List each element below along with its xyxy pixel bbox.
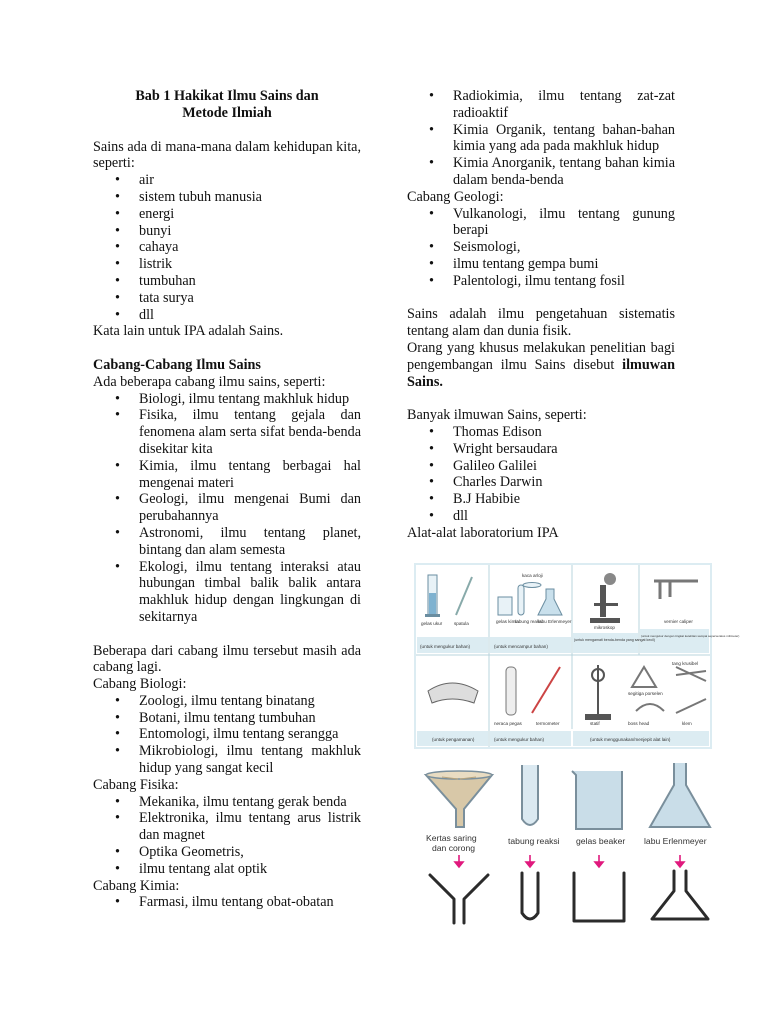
lab-label-7e: tang krusibel: [672, 661, 699, 666]
sub-intro: Beberapa dari cabang ilmu tersebut masih ada cabang lagi.: [93, 642, 361, 676]
list-item: • Vulkanologi, ilmu tentang gunung berapi: [407, 206, 675, 240]
lab-label-3: mikroskop: [594, 625, 615, 630]
lab-label-1b: spatula: [454, 621, 469, 626]
physics-list: [93, 794, 361, 878]
arrow-icons: [455, 855, 684, 867]
biology-list: [93, 693, 361, 777]
chemistry-list: [93, 894, 361, 911]
list-item: • Wright bersaudara: [407, 441, 675, 458]
list-item: • Fisika, ilmu tentang gejala dan fenomena alam serta sifat benda-benda disekitar kita: [93, 407, 361, 457]
lab-label-2b: tabung reaksi: [515, 619, 543, 624]
chemistry-list-cont: [407, 88, 675, 189]
lab-label-7c: segitiga porselen: [628, 691, 663, 696]
page-title: Bab 1 Hakikat Ilmu Sains dan Metode Ilmiah: [135, 88, 319, 121]
list-item: • Kimia Anorganik, tentang bahan kimia dalam benda-benda: [407, 155, 675, 189]
list-item: • Botani, ilmu tentang tumbuhan: [93, 710, 361, 727]
chemistry-heading: Cabang Kimia:: [93, 877, 180, 894]
right-column: [407, 88, 675, 542]
lab-use-7: (untuk menggunakan/menjepit alat lain): [590, 737, 671, 742]
lab-label-2: gelas kimia: [496, 619, 519, 624]
beaker-symbol-icon: [574, 873, 624, 921]
list-item: • dll: [407, 508, 675, 525]
list-item: • air: [93, 172, 361, 189]
list-item: • Mikrobiologi, ilmu tentang makhluk hidup yang sangat kecil: [93, 743, 361, 777]
list-item: • energi: [93, 206, 361, 223]
list-item: • Ekologi, ilmu tentang interaksi atau hubungan timbal balik balik antara makhluk hidup dengan lingkungan di sekitarnya: [93, 559, 361, 626]
list-item: • listrik: [93, 256, 361, 273]
list-item: • Biologi, ilmu tentang makhluk hidup: [93, 391, 361, 408]
list-item: • Palentologi, ilmu tentang fosil: [407, 273, 675, 290]
left-column: [93, 88, 361, 911]
glass-label-1: Kertas saring: [426, 833, 477, 843]
scientists-list: [407, 424, 675, 525]
lab-label-7: statif: [590, 721, 600, 726]
scientists-intro: Banyak ilmuwan Sains, seperti:: [407, 407, 587, 424]
intro-paragraph: Sains ada di mana-mana dalam kehidupan kita, seperti:: [93, 138, 361, 172]
list-item: • Astronomi, ilmu tentang planet, bintang dan alam semesta: [93, 525, 361, 559]
glassware-diagram: [412, 757, 718, 929]
glass-label-3: gelas beaker: [576, 836, 626, 846]
lab-label-6: neraca pegas: [494, 721, 522, 726]
lab-equipment-chart: [414, 563, 740, 749]
list-item: • Seismologi,: [407, 239, 675, 256]
list-item: • ilmu tentang gempa bumi: [407, 256, 675, 273]
list-item: • Mekanika, ilmu tentang gerak benda: [93, 794, 361, 811]
lab-use-3: (untuk mengamati benda-benda yang sangat kecil): [574, 638, 655, 642]
list-item: • Farmasi, ilmu tentang obat-obatan: [93, 894, 361, 911]
beaker-icon: [572, 771, 622, 829]
funnel-icon: [426, 771, 492, 827]
list-item: • B.J Habibie: [407, 491, 675, 508]
researcher-paragraph: Orang yang khusus melakukan penelitian bagi pengembangan ilmu Sains disebut ilmuwan Sains.: [407, 339, 675, 390]
lab-use-1: (untuk mengukur bahan): [420, 644, 471, 649]
lab-label-7d: klem: [682, 721, 692, 726]
physics-heading: Cabang Fisika:: [93, 776, 179, 793]
list-item: • tumbuhan: [93, 273, 361, 290]
lab-use-5: (untuk pengamanan): [432, 737, 475, 742]
erlenmeyer-flask-icon: [650, 763, 710, 827]
glass-label-2: tabung reaksi: [508, 836, 560, 846]
lab-label-6b: termometer: [536, 721, 560, 726]
spring-balance-icon: [506, 667, 516, 715]
list-item: • Kimia Organik, tentang bahan-bahan kimia yang ada pada makhluk hidup: [407, 122, 675, 156]
list-item: • Kimia, ilmu tentang berbagai hal mengenai materi: [93, 458, 361, 492]
list-item: • dll: [93, 307, 361, 324]
list-item: • cahaya: [93, 239, 361, 256]
erlenmeyer-symbol-icon: [652, 871, 708, 919]
list-item: • bunyi: [93, 223, 361, 240]
list-item: • Optika Geometris,: [93, 844, 361, 861]
biology-heading: Cabang Biologi:: [93, 676, 187, 693]
list-item: • Zoologi, ilmu tentang binatang: [93, 693, 361, 710]
lab-top-2: kaca arloji: [522, 573, 543, 578]
list-item: • Entomologi, ilmu tentang serangga: [93, 726, 361, 743]
branches-intro: Ada beberapa cabang ilmu sains, seperti:: [93, 373, 326, 390]
test-tube-symbol-icon: [522, 873, 538, 919]
lab-label-1: gelas ukur: [421, 621, 443, 626]
list-item: • tata surya: [93, 290, 361, 307]
branches-heading: Cabang-Cabang Ilmu Sains: [93, 356, 261, 373]
lab-use-2: (untuk mencampur bahan): [494, 644, 548, 649]
list-item: • Galileo Galilei: [407, 458, 675, 475]
examples-list: [93, 172, 361, 323]
list-item: • Elektronika, ilmu tentang arus listrik dan magnet: [93, 810, 361, 844]
funnel-symbol-icon: [430, 875, 488, 923]
list-item: • Radiokimia, ilmu tentang zat-zat radioaktif: [407, 88, 675, 122]
list-item: • Geologi, ilmu mengenai Bumi dan perubahannya: [93, 491, 361, 525]
ipa-note: Kata lain untuk IPA adalah Sains.: [93, 323, 284, 340]
glass-label-4: labu Erlenmeyer: [644, 836, 707, 846]
geology-list: [407, 206, 675, 290]
branches-list: [93, 391, 361, 626]
lab-label-2c: labu Erlenmeyer: [538, 619, 572, 624]
lab-label-7b: boss head: [628, 721, 650, 726]
tools-heading: Alat-alat laboratorium IPA: [407, 524, 559, 541]
list-item: • Thomas Edison: [407, 424, 675, 441]
lab-use-6: (untuk mengukur bahan): [494, 737, 545, 742]
geology-heading: Cabang Geologi:: [407, 188, 504, 205]
test-tube-icon: [522, 765, 538, 825]
lab-label-4: vernier caliper: [664, 619, 693, 624]
list-item: • Charles Darwin: [407, 474, 675, 491]
lab-use-4: (untuk mengukur dengan tingkat ketelitian sampai seperseratus milimeter): [641, 634, 740, 638]
glass-label-1b: dan corong: [432, 843, 476, 853]
science-definition: Sains adalah ilmu pengetahuan sistematis tentang alam dan dunia fisik.: [407, 306, 675, 340]
list-item: • sistem tubuh manusia: [93, 189, 361, 206]
list-item: • ilmu tentang alat optik: [93, 861, 361, 878]
